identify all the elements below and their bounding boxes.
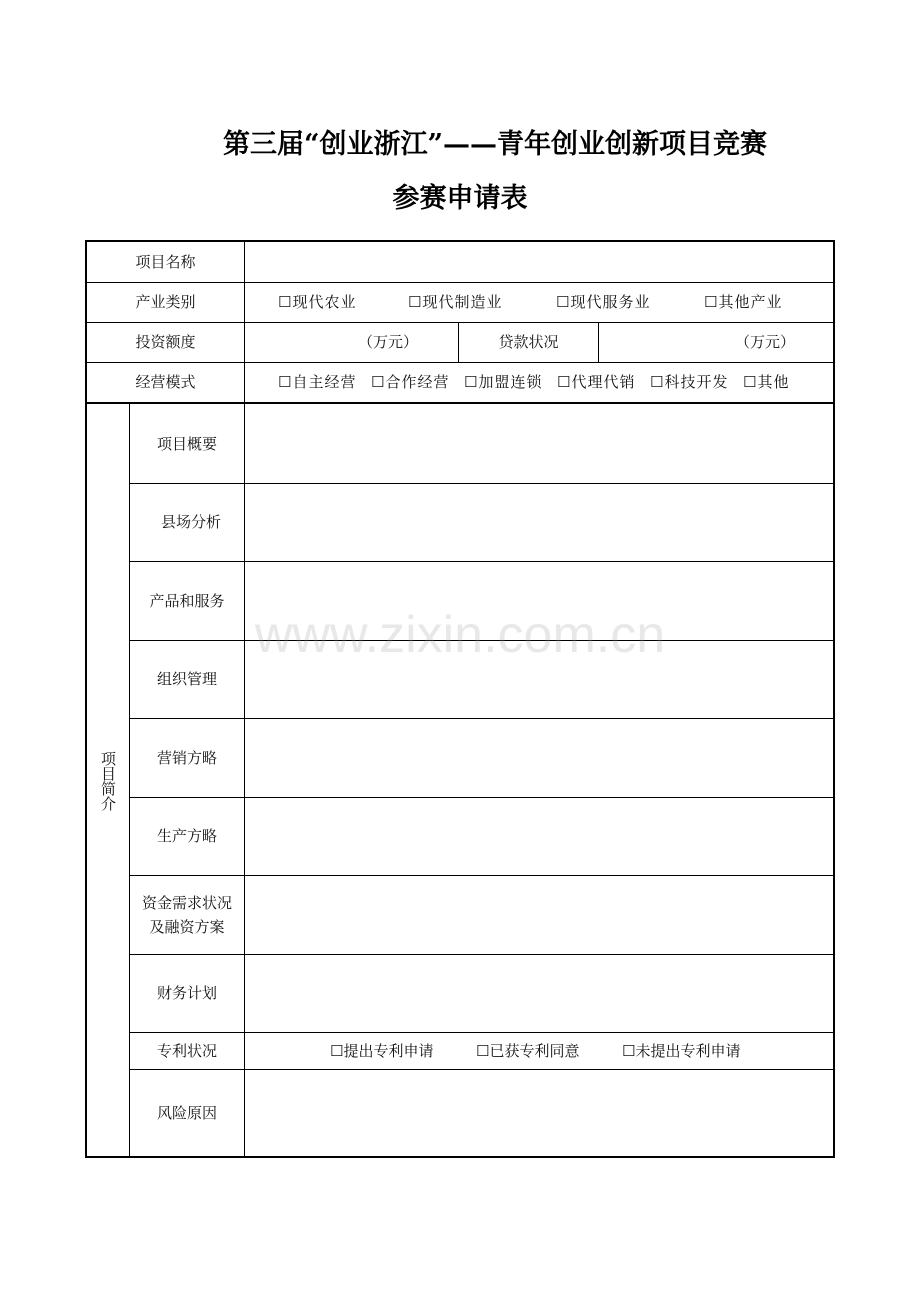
market-analysis-field[interactable] (245, 483, 833, 561)
form-title: 第三届“创业浙江”——青年创业创新项目竞赛 (222, 129, 768, 160)
mode-option-tech-dev[interactable]: ☐科技开发 (650, 373, 729, 391)
funding-label (130, 875, 244, 954)
loan-unit[interactable]: （万元） (734, 333, 795, 351)
organization-label: 组织管理 (156, 670, 217, 688)
mode-option-agency[interactable]: ☐代理代销 (557, 373, 636, 391)
project-name-label: 项目名称 (135, 253, 196, 271)
patent-option-applied[interactable]: ☐提出专利申请 (330, 1041, 434, 1060)
funding-label-line2: 及融资方案 (149, 917, 225, 936)
funding-field[interactable] (245, 875, 833, 954)
overview-label: 项目概要 (156, 434, 217, 453)
industry-option-manufacturing[interactable]: ☐现代制造业 (408, 293, 503, 311)
application-form (85, 240, 835, 1158)
patent-option-none[interactable]: ☐未提出专利申请 (622, 1041, 741, 1060)
investment-label: 投资额度 (135, 333, 196, 351)
marketing-field[interactable] (245, 718, 833, 797)
production-field[interactable] (245, 797, 833, 875)
business-mode-label: 经营模式 (135, 373, 196, 391)
industry-option-services[interactable]: ☐现代服务业 (556, 293, 651, 311)
loan-label: 贷款状况 (498, 333, 559, 351)
mode-option-cooperative[interactable]: ☐合作经营 (371, 373, 450, 391)
risk-label: 风险原因 (156, 1104, 217, 1122)
mode-option-self-run[interactable]: ☐自主经营 (278, 373, 357, 391)
marketing-label: 营销方略 (156, 748, 217, 767)
products-services-label: 产品和服务 (149, 591, 225, 610)
industry-option-other[interactable]: ☐其他产业 (704, 293, 783, 311)
market-analysis-label: 县场分析 (160, 513, 221, 531)
risk-field[interactable] (245, 1070, 833, 1156)
patent-option-granted[interactable]: ☐已获专利同意 (476, 1041, 580, 1060)
mode-option-other[interactable]: ☐其他 (743, 373, 790, 391)
watermark: www.zixin.com.cn (254, 606, 666, 664)
financial-plan-field[interactable] (245, 954, 833, 1032)
form-subtitle: 参赛申请表 (392, 183, 528, 214)
financial-plan-label: 财务计划 (156, 984, 217, 1002)
industry-label: 产业类别 (135, 293, 196, 311)
overview-field[interactable] (245, 404, 833, 483)
intro-group-label: 项目简介 (99, 751, 117, 811)
investment-unit[interactable]: （万元） (357, 333, 418, 351)
production-label: 生产方略 (156, 827, 217, 845)
project-name-field[interactable] (245, 242, 833, 282)
mode-option-franchise[interactable]: ☐加盟连锁 (464, 373, 543, 391)
patent-label: 专利状况 (156, 1041, 217, 1060)
industry-option-agriculture[interactable]: ☐现代农业 (278, 293, 357, 311)
funding-label-line1: 资金需求状况 (141, 893, 232, 912)
